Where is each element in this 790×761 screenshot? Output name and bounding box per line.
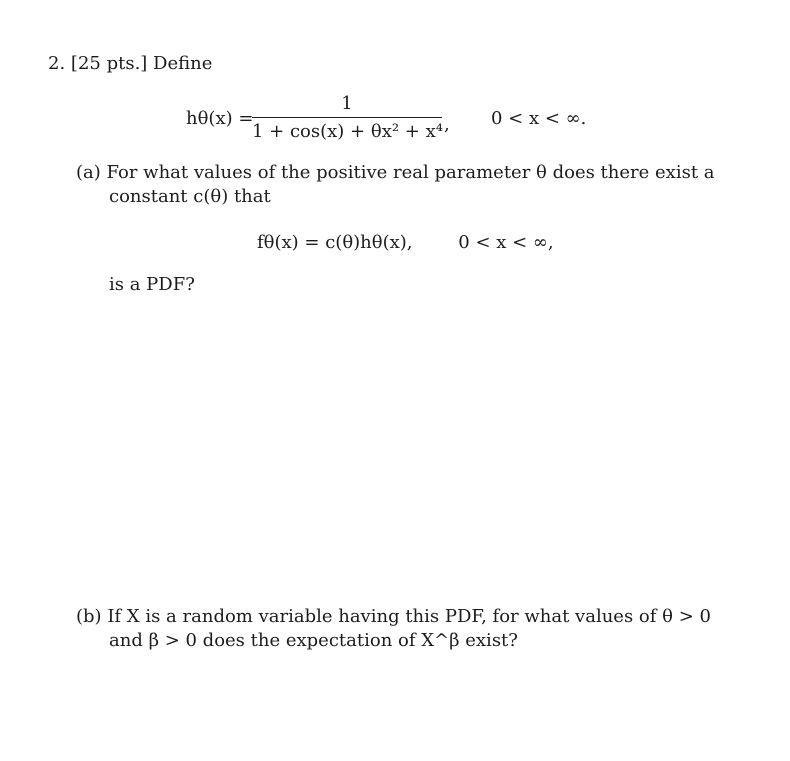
problem-points: [25 pts.]: [70, 53, 148, 74]
problem-number: 2.: [48, 53, 66, 74]
fraction-bar: [252, 117, 442, 118]
definition-comma: ,: [444, 114, 450, 135]
part-a-formula-expr: fθ(x) = c(θ)hθ(x),: [257, 232, 413, 253]
part-b-text-line1: If X is a random variable having this PDF, for what values of θ > 0: [107, 606, 711, 627]
part-b-line2: and β > 0 does the expectation of X^β exist?: [109, 630, 518, 651]
part-a-tail: is a PDF?: [109, 274, 195, 295]
problem-header: [48, 53, 212, 75]
part-a-line1: [76, 162, 715, 184]
definition-formula: [186, 93, 616, 154]
fraction-denominator: 1 + cos(x) + θx² + x⁴: [252, 121, 443, 142]
definition-domain: 0 < x < ∞.: [491, 108, 587, 129]
definition-fraction: [252, 92, 442, 144]
part-b-label: (b): [76, 606, 102, 627]
part-b-line1: [76, 606, 711, 628]
definition-lhs: hθ(x) =: [186, 108, 254, 129]
part-a-label: (a): [76, 162, 101, 183]
problem-intro: Define: [153, 53, 213, 74]
part-a-formula-domain: 0 < x < ∞,: [458, 232, 554, 253]
part-a-line2: constant c(θ) that: [109, 186, 271, 207]
part-a-text-line1: For what values of the positive real parameter θ does there exist a: [106, 162, 715, 183]
fraction-numerator: 1: [341, 93, 353, 114]
part-a-formula: [257, 232, 554, 254]
